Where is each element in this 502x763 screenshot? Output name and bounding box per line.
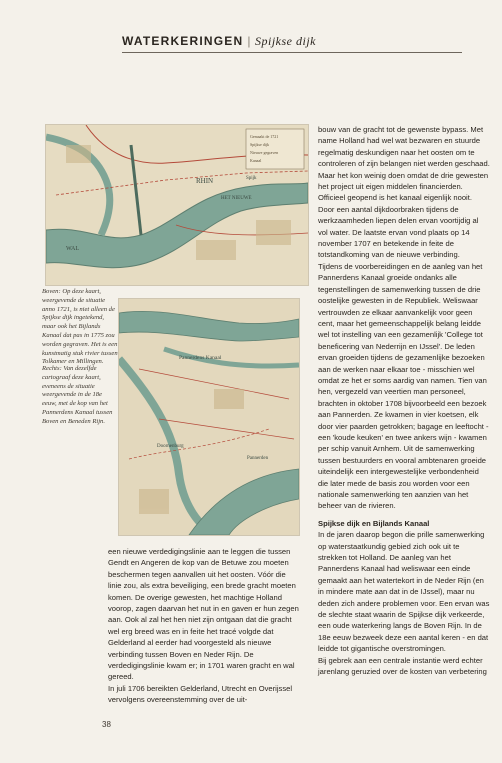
paragraph: bouw van de gracht tot de gewenste bypass. Met name Holland had wel wat bezwaren en stuurde regelmatig deskundigen naar het oosten om te controleren of zijn belangen niet werden geschaad. Maar het kon weinig doen omdat de drie gewesten het project uit eigen middelen financierden. Officieel geopend is het kanaal eigenlijk nooit. Door een aantal dijkdoorbraken tijdens de werkzaamheden liepen delen ervan voortijdig al vol water. De laatste ervan vond plaats op 14 november 1707 en betekende in feite de totstandkoming van de nieuwe verbinding. — [318, 125, 490, 260]
map2-place-label: Pannerden — [247, 456, 269, 461]
map1-waal-label: WAL — [66, 246, 79, 252]
section-subtitle: Spijkse dijk — [255, 34, 316, 48]
historic-map-pannerden — [118, 298, 300, 536]
map2-place-label: Doornenburg — [157, 444, 184, 449]
left-text-column — [108, 546, 300, 706]
page-number: 38 — [102, 720, 111, 729]
map1-spijk-label: Spijk — [246, 176, 257, 181]
running-header — [122, 34, 452, 49]
caption-top-map: Boven: Op deze kaart, weergevende de situatie anno 1721, is niet alleen de Spijkse dijk ingetekend, maar ook het Bijlands Kanaal dat pas in 1775 zou worden gegraven. Het is een kunstmatig stuk rivier tussen Tolkamer en Millingen. — [42, 288, 118, 366]
subheading: Spijkse dijk en Bijlands Kanaal — [318, 518, 430, 528]
paragraph: Bij gebrek aan een centrale instantie werd echter jarenlang geruzied over de kosten van verbetering — [318, 655, 487, 677]
map1-legend-line: Gemaakt de 1721 — [250, 134, 279, 139]
section-title: WATERKERINGEN — [122, 34, 244, 48]
header-separator: | — [247, 34, 252, 48]
paragraph: In de jaren daarop begon die prille samenwerking op waterstaatkundig gebied zich ook uit te strekken tot Holland. De aanleg van het Pannerdens Kanaal had weliswaar een einde gemaakt aan het watertekort in de Neder Rijn (en in mindere mate aan dat in de IJssel), maar nu deden zich andere problemen voor. Een ervan was de slechte staat waarin de Spijkse dijk verkeerde, een oude waterkering langs de Boven Rijn. In de 18e eeuw bezweek deze een aantal keren - en dat leidde tot gigantische overstromingen. — [318, 530, 490, 654]
map1-legend-line: Spijkse dijk — [250, 142, 270, 147]
paragraph: een nieuwe verdedigingslinie aan te leggen die tussen Gendt en Angeren de kop van de Betuwe zou moeten beschermen tegen aanvallen uit het oosten. Vóór die linie zou, als extra beveiliging, een brede gracht moeten komen. De overige gewesten, het machtige Holland voorop, zagen daarvan het nut in en gaven er hun zegen aan. Ook al zal het hen niet zijn ontgaan dat die gracht wel erg breed was en in feite het tracé volgde dat Gelderland al eerder had voorgesteld als nieuwe verbinding tussen Boven en Neder Rijn. De verdedigingslinie kwam er; in 1701 waren gracht en wal gereed. — [108, 547, 299, 682]
map2-canal-label: Pannerdens Kanaal — [179, 355, 222, 361]
map1-region-label: HET NIEUWE — [221, 196, 252, 201]
map-pannerden-drawing — [119, 299, 299, 535]
header-rule — [122, 52, 462, 53]
caption-right-map: Rechts: Van dezelfde cartograaf deze kaart, eveneens de situatie weergevende in de 18e eeuw, met de kop van het Pannerdens Kanaal tussen Boven en Beneden Rijn. — [42, 365, 113, 425]
map1-river-label: RHIN — [196, 177, 214, 185]
map1-legend-line: Kanaal — [250, 158, 262, 163]
map1-legend-line: Nieuwe gegraven — [250, 150, 279, 155]
paragraph: Tijdens de voorbereidingen en de aanleg van het Pannerdens Kanaal groeide ondanks alle tegenstellingen de samenwerking tussen de drie oostelijke gewesten in de Republiek. Weliswaar vertrouwden ze elkaar aanvankelijk voor geen cent, maar het gemeenschappelijk belang leidde wel tot instelling van een gezamenlijk 'College tot beneficering van Nederrijn en IJssel'. De leden ervan groeiden tijdens de gezamenlijke bezoeken aan de werken naar elkaar toe - misschien wel omdat ze het er soms aardig van namen. Tien van hen, vergezeld van veertien man personeel, brachten in oktober 1708 bijvoorbeeld een bezoek aan Pannerden. Ze kwamen in vier koetsen, elk door vier paarden getrokken; bagage en leeftocht - een 'koude keuken' en twee ankers wijn - kwamen per schip vanuit Arnhem. Uit de samenwerking tussen bestuurders en vooral ambtenaren groeide uiteindelijk een intergewestelijke verbondenheid die later mede de basis zou worden voor een nationale samenwerking ten aanzien van het beheer van de rivieren. — [318, 261, 489, 511]
historic-map-1721 — [45, 124, 309, 286]
right-text-column — [318, 124, 490, 678]
paragraph: In juli 1706 bereikten Gelderland, Utrecht en Overijssel vervolgens overeenstemming over de uit- — [108, 683, 293, 705]
map-1721-drawing — [46, 125, 308, 285]
